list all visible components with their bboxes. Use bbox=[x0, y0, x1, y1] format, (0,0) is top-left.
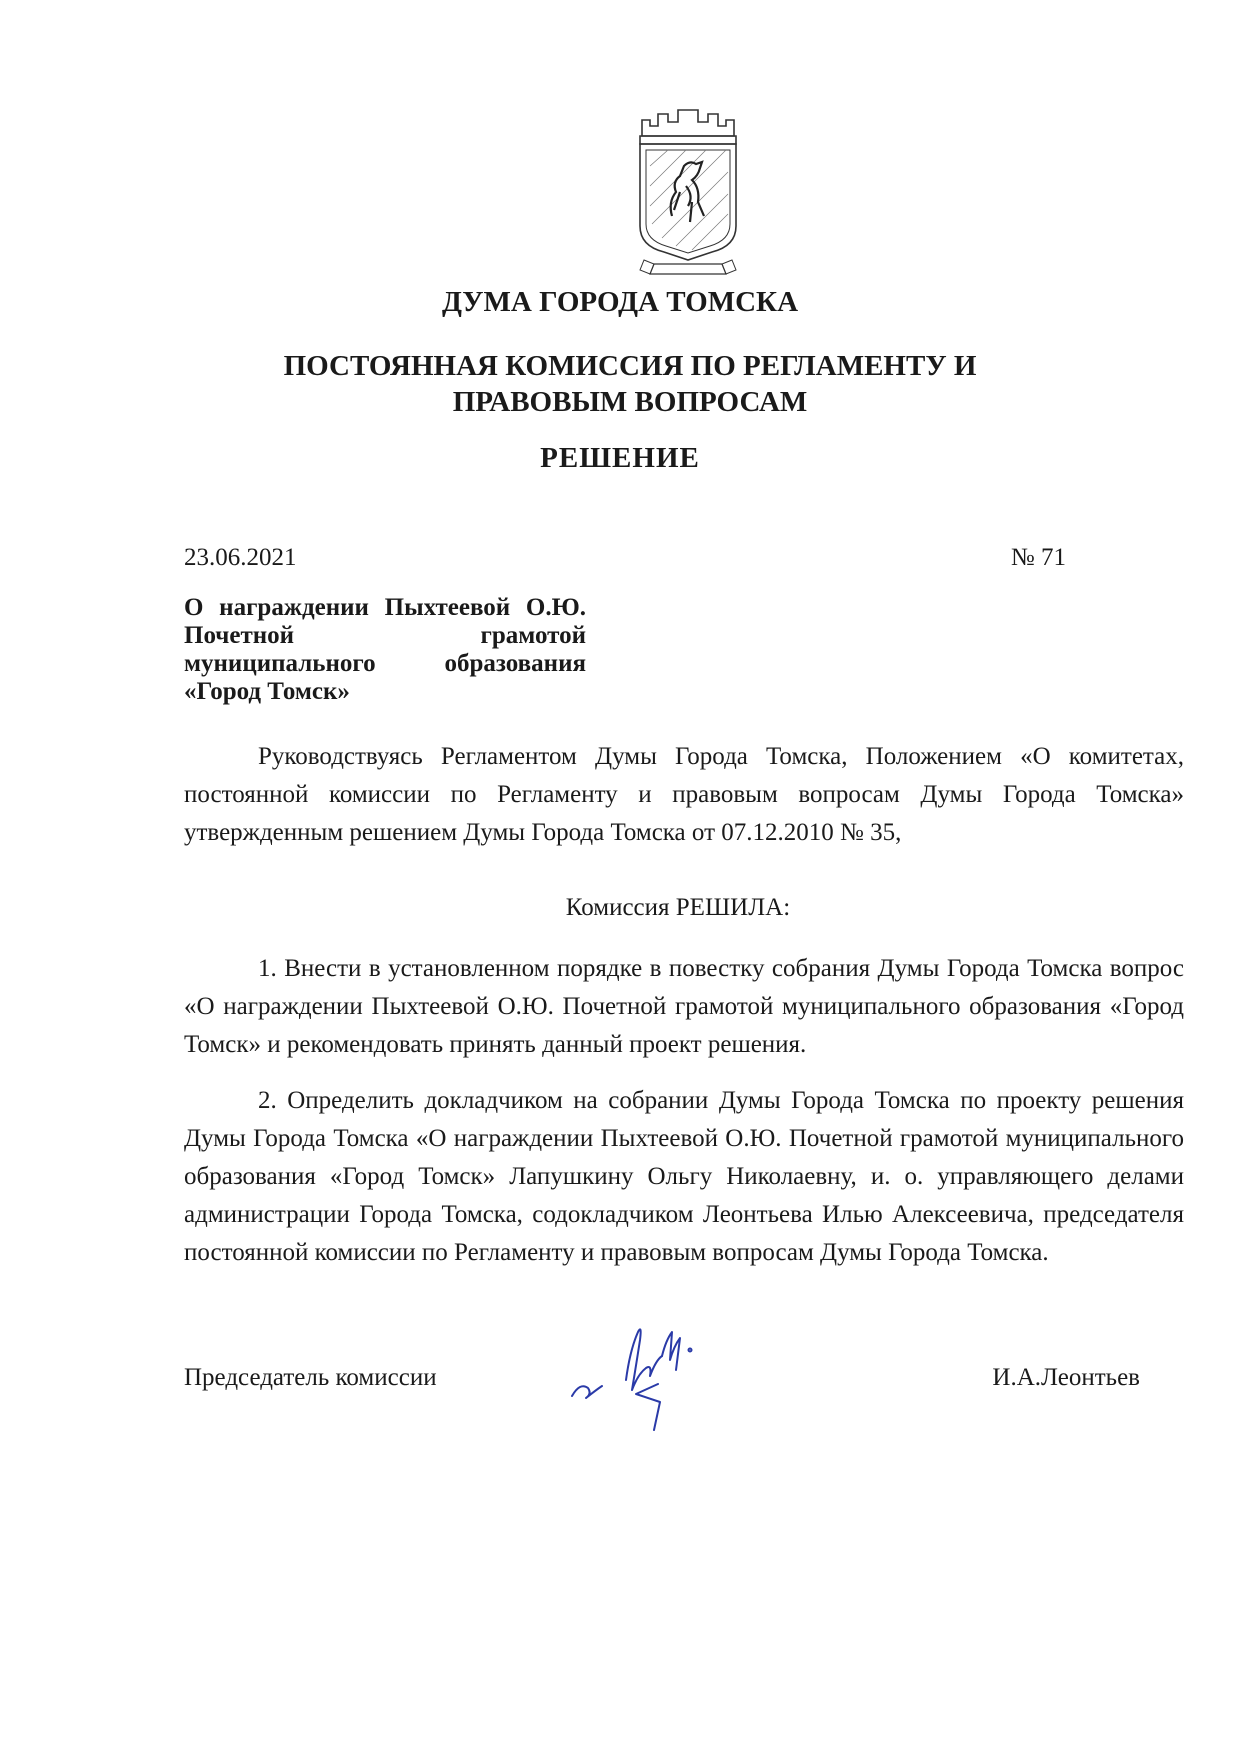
document-subject: О награждении Пыхтеевой О.Ю. Почетной грамотой муниципального образования «Город Томск» bbox=[184, 594, 586, 705]
signatory-role: Председатель комиссии bbox=[184, 1364, 437, 1391]
handwritten-signature bbox=[566, 1310, 766, 1450]
signatory-name: И.А.Леонтьев bbox=[992, 1364, 1140, 1391]
resolution-heading: Комиссия РЕШИЛА: bbox=[565, 894, 791, 921]
resolution-item: 1. Внести в установленном порядке в повестку собрания Думы Города Томска вопрос «О награждении Пыхтеевой О.Ю. Почетной грамотой муниципального образования «Город Томск» и рекомендовать принять данный проект решения. bbox=[184, 955, 1184, 1058]
resolution-item: 2. Определить докладчиком на собрании Думы Города Томска по проекту решения Думы Города Томска «О награждении Пыхтеевой О.Ю. Почетной грамотой муниципального образования «Город Томск» Лапушкину Ольгу Николаевну, и. о. управляющего делами администрации Города Томска, содокладчиком Леонтьева Илью Алексеевича, председателя постоянной комиссии по Регламенту и правовым вопросам Думы Города Томска. bbox=[184, 1087, 1184, 1266]
tomsk-coat-of-arms-icon bbox=[628, 106, 748, 282]
organization-title: ДУМА ГОРОДА ТОМСКА bbox=[441, 286, 799, 318]
document-number: № 71 bbox=[1010, 544, 1066, 571]
preamble-paragraph: Руководствуясь Регламентом Думы Города Томска, Положением «О комитетах, постоянной комиссии по Регламенту и правовым вопросам Думы Города Томска» утвержденным решением Думы Города Томска от 07.12.2010 № 35, bbox=[184, 743, 1184, 846]
document-date: 23.06.2021 bbox=[184, 544, 297, 571]
document-type: РЕШЕНИЕ bbox=[540, 442, 700, 474]
committee-title: ПОСТОЯННАЯ КОМИССИЯ ПО РЕГЛАМЕНТУ И ПРАВОВЫМ ВОПРОСАМ bbox=[283, 350, 977, 418]
